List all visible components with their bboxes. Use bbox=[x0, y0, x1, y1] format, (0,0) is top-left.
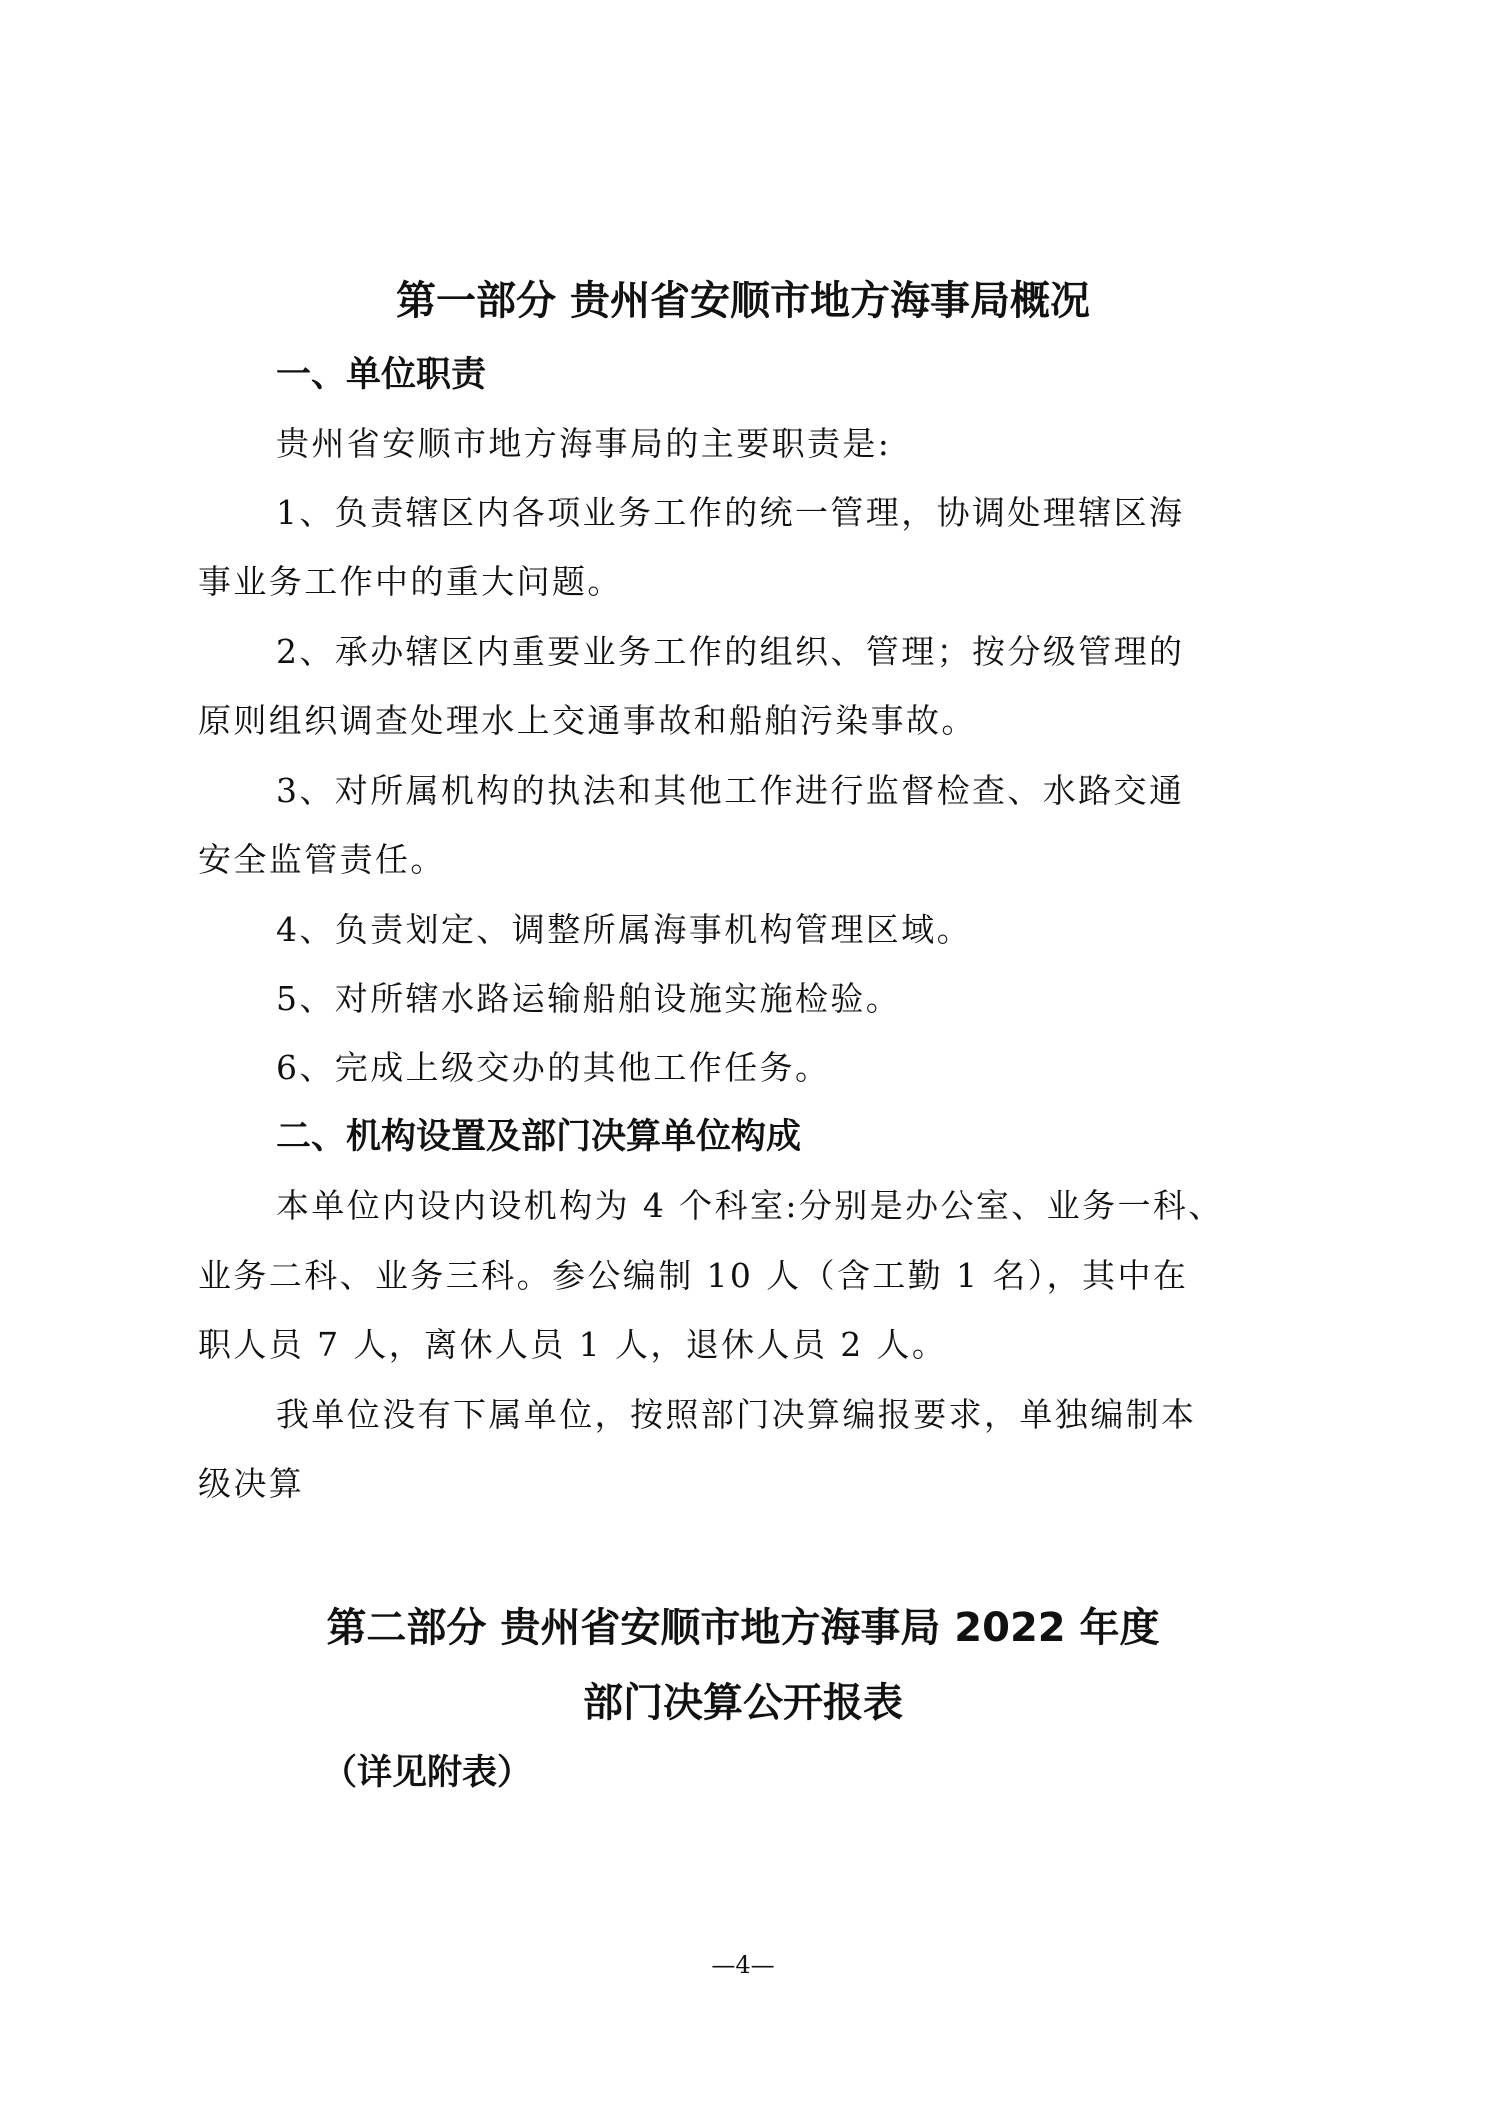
part1-title: 第一部分 贵州省安顺市地方海事局概况 bbox=[396, 278, 1090, 324]
part2-title-line2: 部门决算公开报表 bbox=[583, 1680, 903, 1726]
duty-item-4: 4、负责划定、调整所属海事机构管理区域。 bbox=[276, 910, 972, 949]
duty-item-3-line2: 安全监管责任。 bbox=[198, 840, 446, 879]
duty-item-2-line1: 2、承办辖区内重要业务工作的组织、管理；按分级管理的 bbox=[276, 632, 1185, 671]
section2-heading: 二、机构设置及部门决算单位构成 bbox=[276, 1117, 802, 1157]
sub-unit-paragraph-line2: 级决算 bbox=[198, 1464, 305, 1503]
page-number: —4— bbox=[711, 1951, 775, 1979]
duty-item-1-line1: 1、负责辖区内各项业务工作的统一管理，协调处理辖区海 bbox=[276, 493, 1185, 532]
duty-item-3-line1: 3、对所属机构的执法和其他工作进行监督检查、水路交通 bbox=[276, 771, 1185, 810]
duties-intro: 贵州省安顺市地方海事局的主要职责是: bbox=[276, 424, 892, 463]
duty-item-6: 6、完成上级交办的其他工作任务。 bbox=[276, 1048, 831, 1087]
section1-heading: 一、单位职责 bbox=[276, 355, 487, 395]
org-paragraph-line1: 本单位内设内设机构为 4 个科室:分别是办公室、业务一科、 bbox=[276, 1186, 1224, 1225]
attachment-note: （详见附表） bbox=[322, 1753, 533, 1793]
duty-item-1-line2: 事业务工作中的重大问题。 bbox=[198, 562, 623, 601]
part2-title-line1: 第二部分 贵州省安顺市地方海事局 2022 年度 bbox=[326, 1605, 1160, 1651]
duty-item-2-line2: 原则组织调查处理水上交通事故和船舶污染事故。 bbox=[198, 701, 977, 740]
sub-unit-paragraph-line1: 我单位没有下属单位，按照部门决算编报要求，单独编制本 bbox=[276, 1395, 1197, 1434]
duty-item-5: 5、对所辖水路运输船舶设施实施检验。 bbox=[276, 979, 902, 1018]
org-paragraph-line2: 业务二科、业务三科。参公编制 10 人（含工勤 1 名），其中在 bbox=[198, 1256, 1189, 1295]
org-paragraph-line3: 职人员 7 人，离休人员 1 人，退休人员 2 人。 bbox=[198, 1325, 948, 1364]
